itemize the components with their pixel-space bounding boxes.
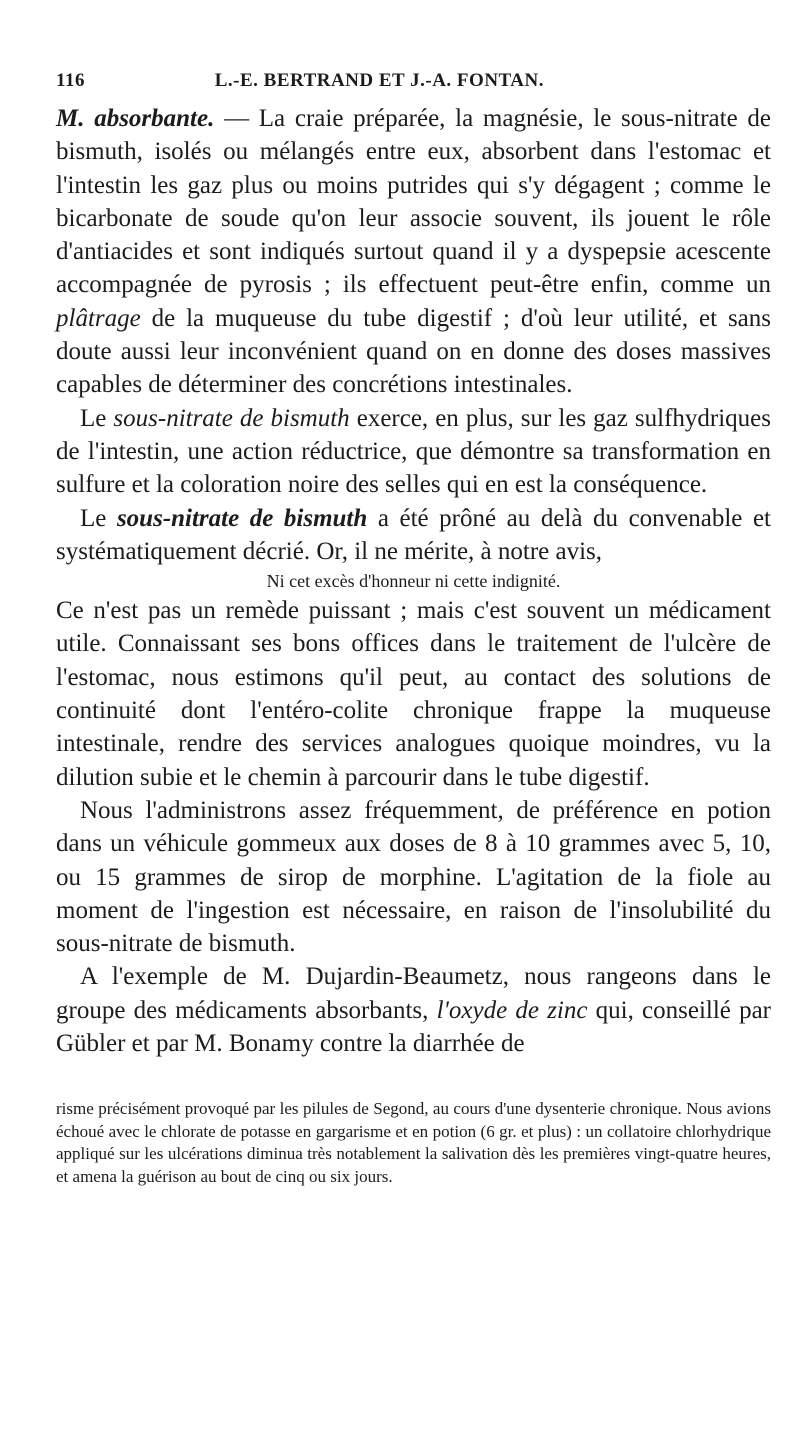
paragraph-remede: Ce n'est pas un remède puissant ; mais c'est souvent un médicament utile. Connaissant ses bons offices dans le traitement de l'ulcère de l'estomac, nous estimons qu'il peut, au contact des solutions de continuité dont l'entéro-colite chronique frappe la muqueuse intestinale, rendre des services analogues quoique moindres, vu la dilution subie et le chemin à parcourir dans le tube digestif. (56, 597, 771, 791)
paragraph-administration: Nous l'administrons assez fréquemment, de préférence en potion dans un véhicule gommeux aux doses de 8 à 10 grammes avec 5, 10, ou 15 grammes de sirop de morphine. L'agitation de la fiole au moment de l'ingestion est nécessaire, en raison de l'insolubilité du sous-nitrate de bismuth. (56, 796, 771, 958)
running-header (56, 70, 544, 92)
section-lead: M. absorbante. (56, 105, 215, 132)
paragraph-bismuth-gaz: Le sous-nitrate de bismuth exerce, en plus, sur les gaz sulfhydriques de l'intestin, une action réductrice, que démontre sa transformation en sulfure et la coloration noire des selles qui en est la conséquence. (56, 404, 771, 499)
paragraph-oxyde-zinc: A l'exemple de M. Dujardin-Beaumetz, nous rangeons dans le groupe des médicaments absorbants, l'oxyde de zinc qui, conseillé par Gübler et par M. Bonamy contre la diarrhée de (56, 963, 771, 1058)
paragraph-bismuth-prone: Le sous-nitrate de bismuth a été prôné au delà du convenable et systématiquement décrié. Or, il ne mérite, à notre avis, (56, 504, 771, 565)
footnote (56, 1098, 771, 1188)
footnote-text: risme précisément provoqué par les pilules de Segond, au cours d'une dysenterie chronique. Nous avions échoué avec le chlorate de potasse en gargarisme et en potion (6 gr. et plus) : un collatoire chlorhydrique appliqué sur les ulcérations diminua très notablement la salivation dès les premières vingt-quatre heures, et amena la guérison au bout de cinq ou six jours. (56, 1099, 771, 1186)
main-text (56, 102, 771, 1060)
verse-quote: Ni cet excès d'honneur ni cette indignité. (266, 571, 561, 592)
page-number: 116 (56, 70, 85, 91)
paragraph-absorbante: M. absorbante. — La craie préparée, la magnésie, le sous-nitrate de bismuth, isolés ou mélangés entre eux, absorbent dans l'estomac et l'intestin les gaz plus ou moins putrides qui s'y dégagent ; comme le bicarbonate de soude qu'on leur associe souvent, ils jouent le rôle d'antiacides et sont indiqués surtout quand il y a dyspepsie acescente accompagnée de pyrosis ; ils effectuent peut-être enfin, comme un plâtrage de la muqueuse du tube digestif ; d'où leur utilité, et sans doute aussi leur inconvénient quand on en donne des doses massives capables de déterminer des concrétions intestinales. (56, 105, 771, 399)
running-title: L.-E. BERTRAND ET J.-A. FONTAN. (214, 70, 544, 91)
